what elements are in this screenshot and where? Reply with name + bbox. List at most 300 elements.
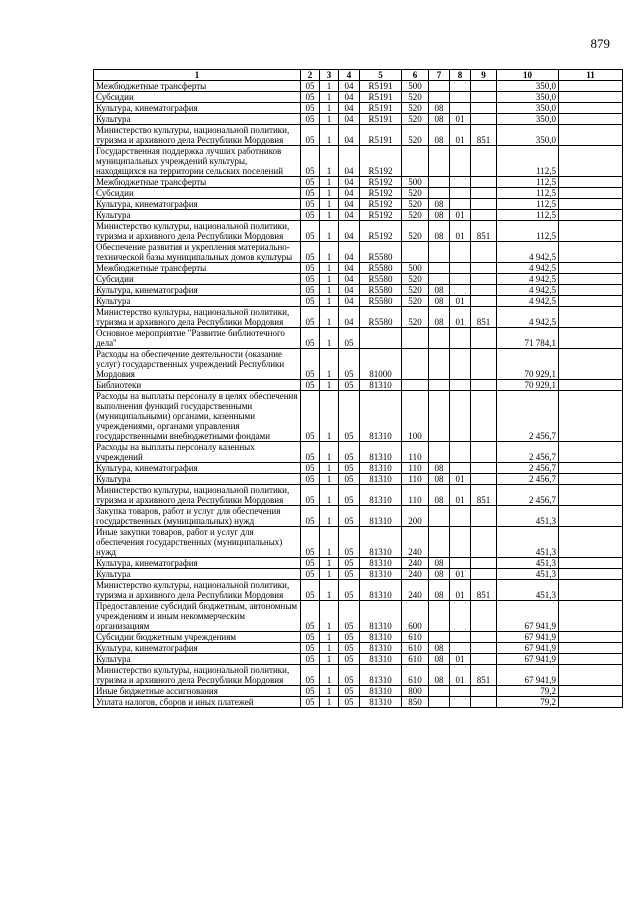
col-11-cell bbox=[559, 601, 623, 632]
col-4-cell: 04 bbox=[339, 296, 360, 307]
col-6-cell: 520 bbox=[402, 296, 429, 307]
table-row bbox=[94, 665, 623, 686]
col-10-amount-cell: 2 456,7 bbox=[497, 391, 559, 442]
column-header: 1 bbox=[94, 70, 301, 81]
col-6-cell: 200 bbox=[402, 506, 429, 527]
row-name-cell: Уплата налогов, сборов и иных платежей bbox=[94, 697, 301, 708]
col-6-cell: 240 bbox=[402, 569, 429, 580]
col-10-amount-cell: 4 942,5 bbox=[497, 242, 559, 263]
col-5-cell: R5192 bbox=[360, 188, 402, 199]
col-2-cell: 05 bbox=[301, 485, 320, 506]
column-header: 6 bbox=[402, 70, 429, 81]
col-6-cell: 100 bbox=[402, 391, 429, 442]
col-5-cell: 81310 bbox=[360, 485, 402, 506]
col-5-cell: 81310 bbox=[360, 686, 402, 697]
table-row bbox=[94, 285, 623, 296]
col-7-cell bbox=[429, 146, 450, 177]
col-7-cell: 08 bbox=[429, 114, 450, 125]
col-2-cell: 05 bbox=[301, 177, 320, 188]
col-9-cell: 851 bbox=[471, 485, 497, 506]
table-row bbox=[94, 125, 623, 146]
row-name-cell: Культура, кинематография bbox=[94, 199, 301, 210]
col-8-cell bbox=[450, 285, 471, 296]
col-6-cell: 110 bbox=[402, 485, 429, 506]
col-11-cell bbox=[559, 580, 623, 601]
col-9-cell bbox=[471, 210, 497, 221]
budget-table bbox=[93, 69, 623, 708]
col-9-cell bbox=[471, 296, 497, 307]
col-4-cell: 05 bbox=[339, 643, 360, 654]
col-11-cell bbox=[559, 125, 623, 146]
row-name-cell: Министерство культуры, национальной политики, туризма и архивного дела Республики Мордовия bbox=[94, 485, 301, 506]
col-4-cell: 05 bbox=[339, 697, 360, 708]
table-row bbox=[94, 177, 623, 188]
col-4-cell: 05 bbox=[339, 601, 360, 632]
column-header: 8 bbox=[450, 70, 471, 81]
col-8-cell: 01 bbox=[450, 580, 471, 601]
col-11-cell bbox=[559, 569, 623, 580]
col-5-cell: 81310 bbox=[360, 654, 402, 665]
column-header: 10 bbox=[497, 70, 559, 81]
col-6-cell: 520 bbox=[402, 285, 429, 296]
col-8-cell bbox=[450, 380, 471, 391]
col-2-cell: 05 bbox=[301, 391, 320, 442]
row-name-cell: Культура bbox=[94, 114, 301, 125]
col-9-cell bbox=[471, 92, 497, 103]
col-9-cell bbox=[471, 527, 497, 558]
col-7-cell bbox=[429, 442, 450, 463]
table-row bbox=[94, 296, 623, 307]
col-2-cell: 05 bbox=[301, 463, 320, 474]
col-2-cell: 05 bbox=[301, 285, 320, 296]
col-5-cell: 81000 bbox=[360, 349, 402, 380]
row-name-cell: Министерство культуры, национальной политики, туризма и архивного дела Республики Мордовия bbox=[94, 125, 301, 146]
col-3-cell: 1 bbox=[320, 285, 339, 296]
table-row bbox=[94, 92, 623, 103]
row-name-cell: Иные закупки товаров, работ и услуг для обеспечения государственных (муниципальных) нужд bbox=[94, 527, 301, 558]
row-name-cell: Культура, кинематография bbox=[94, 463, 301, 474]
col-10-amount-cell: 79,2 bbox=[497, 697, 559, 708]
row-name-cell: Предоставление субсидий бюджетным, автономным учреждениям и иным некоммерческим организациям bbox=[94, 601, 301, 632]
col-3-cell: 1 bbox=[320, 442, 339, 463]
row-name-cell: Министерство культуры, национальной политики, туризма и архивного дела Республики Мордовия bbox=[94, 307, 301, 328]
col-3-cell: 1 bbox=[320, 558, 339, 569]
col-11-cell bbox=[559, 527, 623, 558]
col-7-cell bbox=[429, 632, 450, 643]
col-9-cell bbox=[471, 463, 497, 474]
col-8-cell bbox=[450, 263, 471, 274]
table-row bbox=[94, 349, 623, 380]
col-10-amount-cell: 112,5 bbox=[497, 188, 559, 199]
col-2-cell: 05 bbox=[301, 569, 320, 580]
col-10-amount-cell: 451,3 bbox=[497, 527, 559, 558]
col-2-cell: 05 bbox=[301, 380, 320, 391]
col-10-amount-cell: 2 456,7 bbox=[497, 485, 559, 506]
table-row bbox=[94, 274, 623, 285]
table-row bbox=[94, 114, 623, 125]
col-10-amount-cell: 4 942,5 bbox=[497, 274, 559, 285]
col-8-cell: 01 bbox=[450, 569, 471, 580]
col-5-cell: R5192 bbox=[360, 146, 402, 177]
col-4-cell: 04 bbox=[339, 263, 360, 274]
col-3-cell: 1 bbox=[320, 391, 339, 442]
col-10-amount-cell: 71 784,1 bbox=[497, 328, 559, 349]
col-2-cell: 05 bbox=[301, 601, 320, 632]
col-6-cell: 600 bbox=[402, 601, 429, 632]
table-row bbox=[94, 199, 623, 210]
col-4-cell: 05 bbox=[339, 558, 360, 569]
col-2-cell: 05 bbox=[301, 210, 320, 221]
col-3-cell: 1 bbox=[320, 580, 339, 601]
table-row bbox=[94, 643, 623, 654]
col-6-cell: 800 bbox=[402, 686, 429, 697]
row-name-cell: Культура bbox=[94, 474, 301, 485]
col-11-cell bbox=[559, 665, 623, 686]
col-3-cell: 1 bbox=[320, 242, 339, 263]
col-7-cell: 08 bbox=[429, 569, 450, 580]
col-7-cell: 08 bbox=[429, 296, 450, 307]
col-7-cell bbox=[429, 391, 450, 442]
col-6-cell bbox=[402, 380, 429, 391]
table-row bbox=[94, 442, 623, 463]
column-header: 7 bbox=[429, 70, 450, 81]
col-3-cell: 1 bbox=[320, 221, 339, 242]
col-6-cell: 610 bbox=[402, 665, 429, 686]
col-10-amount-cell: 67 941,9 bbox=[497, 601, 559, 632]
col-9-cell bbox=[471, 328, 497, 349]
col-7-cell: 08 bbox=[429, 580, 450, 601]
table-row bbox=[94, 686, 623, 697]
table-row bbox=[94, 391, 623, 442]
col-5-cell: R5580 bbox=[360, 274, 402, 285]
col-10-amount-cell: 67 941,9 bbox=[497, 643, 559, 654]
row-name-cell: Культура, кинематография bbox=[94, 285, 301, 296]
col-5-cell: 81310 bbox=[360, 527, 402, 558]
row-name-cell: Межбюджетные трансферты bbox=[94, 177, 301, 188]
row-name-cell: Иные бюджетные ассигнования bbox=[94, 686, 301, 697]
col-7-cell bbox=[429, 274, 450, 285]
col-4-cell: 05 bbox=[339, 380, 360, 391]
col-3-cell: 1 bbox=[320, 92, 339, 103]
col-5-cell: 81310 bbox=[360, 463, 402, 474]
col-7-cell bbox=[429, 81, 450, 92]
col-6-cell: 610 bbox=[402, 643, 429, 654]
col-4-cell: 05 bbox=[339, 527, 360, 558]
col-6-cell: 610 bbox=[402, 654, 429, 665]
col-3-cell: 1 bbox=[320, 654, 339, 665]
col-2-cell: 05 bbox=[301, 527, 320, 558]
table-row bbox=[94, 307, 623, 328]
col-4-cell: 05 bbox=[339, 442, 360, 463]
col-5-cell: 81310 bbox=[360, 380, 402, 391]
col-5-cell: R5191 bbox=[360, 114, 402, 125]
col-5-cell: 81310 bbox=[360, 391, 402, 442]
row-name-cell: Субсидии bbox=[94, 274, 301, 285]
table-row bbox=[94, 328, 623, 349]
col-10-amount-cell: 79,2 bbox=[497, 686, 559, 697]
col-5-cell bbox=[360, 328, 402, 349]
col-10-amount-cell: 112,5 bbox=[497, 199, 559, 210]
col-4-cell: 04 bbox=[339, 81, 360, 92]
col-6-cell: 850 bbox=[402, 697, 429, 708]
col-9-cell bbox=[471, 103, 497, 114]
table-row bbox=[94, 146, 623, 177]
col-6-cell: 240 bbox=[402, 558, 429, 569]
col-4-cell: 04 bbox=[339, 125, 360, 146]
col-2-cell: 05 bbox=[301, 686, 320, 697]
row-name-cell: Обеспечение развития и укрепления материально-технической базы муниципальных домов культуры bbox=[94, 242, 301, 263]
col-8-cell bbox=[450, 601, 471, 632]
col-8-cell bbox=[450, 558, 471, 569]
col-6-cell bbox=[402, 242, 429, 263]
col-10-amount-cell: 350,0 bbox=[497, 114, 559, 125]
row-name-cell: Субсидии bbox=[94, 188, 301, 199]
col-11-cell bbox=[559, 81, 623, 92]
col-7-cell: 08 bbox=[429, 558, 450, 569]
table-row bbox=[94, 632, 623, 643]
table-row bbox=[94, 506, 623, 527]
col-4-cell: 04 bbox=[339, 146, 360, 177]
col-2-cell: 05 bbox=[301, 188, 320, 199]
row-name-cell: Государственная поддержка лучших работников муниципальных учреждений культуры, находящихся на территории сельских поселений bbox=[94, 146, 301, 177]
table-body bbox=[94, 81, 623, 708]
col-6-cell: 520 bbox=[402, 274, 429, 285]
col-9-cell bbox=[471, 263, 497, 274]
row-name-cell: Субсидии бюджетным учреждениям bbox=[94, 632, 301, 643]
col-9-cell bbox=[471, 569, 497, 580]
col-2-cell: 05 bbox=[301, 307, 320, 328]
col-5-cell: 81310 bbox=[360, 632, 402, 643]
col-3-cell: 1 bbox=[320, 380, 339, 391]
col-10-amount-cell: 451,3 bbox=[497, 558, 559, 569]
col-6-cell: 110 bbox=[402, 474, 429, 485]
col-6-cell: 610 bbox=[402, 632, 429, 643]
col-2-cell: 05 bbox=[301, 125, 320, 146]
row-name-cell: Министерство культуры, национальной политики, туризма и архивного дела Республики Мордовия bbox=[94, 221, 301, 242]
col-2-cell: 05 bbox=[301, 665, 320, 686]
table-row bbox=[94, 221, 623, 242]
col-7-cell: 08 bbox=[429, 199, 450, 210]
col-11-cell bbox=[559, 380, 623, 391]
col-4-cell: 04 bbox=[339, 285, 360, 296]
col-7-cell bbox=[429, 242, 450, 263]
col-3-cell: 1 bbox=[320, 210, 339, 221]
col-6-cell: 520 bbox=[402, 307, 429, 328]
col-11-cell bbox=[559, 463, 623, 474]
col-10-amount-cell: 451,3 bbox=[497, 569, 559, 580]
col-8-cell bbox=[450, 349, 471, 380]
col-10-amount-cell: 350,0 bbox=[497, 92, 559, 103]
col-2-cell: 05 bbox=[301, 274, 320, 285]
col-11-cell bbox=[559, 328, 623, 349]
col-3-cell: 1 bbox=[320, 527, 339, 558]
col-8-cell: 01 bbox=[450, 654, 471, 665]
col-8-cell bbox=[450, 188, 471, 199]
col-10-amount-cell: 2 456,7 bbox=[497, 442, 559, 463]
col-8-cell: 01 bbox=[450, 474, 471, 485]
col-9-cell bbox=[471, 380, 497, 391]
col-9-cell bbox=[471, 242, 497, 263]
col-6-cell bbox=[402, 146, 429, 177]
table-row bbox=[94, 485, 623, 506]
table-row bbox=[94, 463, 623, 474]
col-11-cell bbox=[559, 92, 623, 103]
col-3-cell: 1 bbox=[320, 665, 339, 686]
col-2-cell: 05 bbox=[301, 146, 320, 177]
col-10-amount-cell: 350,0 bbox=[497, 81, 559, 92]
col-3-cell: 1 bbox=[320, 601, 339, 632]
col-8-cell bbox=[450, 391, 471, 442]
col-4-cell: 05 bbox=[339, 569, 360, 580]
col-5-cell: R5580 bbox=[360, 263, 402, 274]
col-9-cell bbox=[471, 686, 497, 697]
col-9-cell bbox=[471, 474, 497, 485]
col-6-cell: 520 bbox=[402, 210, 429, 221]
col-2-cell: 05 bbox=[301, 506, 320, 527]
col-2-cell: 05 bbox=[301, 697, 320, 708]
row-name-cell: Библиотеки bbox=[94, 380, 301, 391]
col-9-cell bbox=[471, 114, 497, 125]
row-name-cell: Культура, кинематография bbox=[94, 558, 301, 569]
col-8-cell bbox=[450, 103, 471, 114]
col-4-cell: 05 bbox=[339, 463, 360, 474]
col-9-cell: 851 bbox=[471, 125, 497, 146]
col-10-amount-cell: 451,3 bbox=[497, 580, 559, 601]
col-4-cell: 04 bbox=[339, 103, 360, 114]
col-5-cell: R5191 bbox=[360, 92, 402, 103]
col-8-cell bbox=[450, 632, 471, 643]
col-2-cell: 05 bbox=[301, 242, 320, 263]
column-header: 4 bbox=[339, 70, 360, 81]
row-name-cell: Культура bbox=[94, 569, 301, 580]
col-9-cell bbox=[471, 274, 497, 285]
col-3-cell: 1 bbox=[320, 103, 339, 114]
col-3-cell: 1 bbox=[320, 463, 339, 474]
col-9-cell bbox=[471, 188, 497, 199]
col-4-cell: 05 bbox=[339, 580, 360, 601]
col-7-cell: 08 bbox=[429, 221, 450, 242]
col-10-amount-cell: 451,3 bbox=[497, 506, 559, 527]
col-11-cell bbox=[559, 263, 623, 274]
table-row bbox=[94, 654, 623, 665]
col-7-cell bbox=[429, 506, 450, 527]
col-7-cell: 08 bbox=[429, 103, 450, 114]
col-10-amount-cell: 112,5 bbox=[497, 221, 559, 242]
col-10-amount-cell: 2 456,7 bbox=[497, 474, 559, 485]
col-11-cell bbox=[559, 391, 623, 442]
col-10-amount-cell: 4 942,5 bbox=[497, 296, 559, 307]
col-6-cell: 110 bbox=[402, 463, 429, 474]
col-8-cell bbox=[450, 328, 471, 349]
col-5-cell: R5580 bbox=[360, 285, 402, 296]
row-name-cell: Расходы на выплаты персоналу казенных учреждений bbox=[94, 442, 301, 463]
table-row bbox=[94, 81, 623, 92]
col-3-cell: 1 bbox=[320, 177, 339, 188]
col-9-cell bbox=[471, 146, 497, 177]
col-4-cell: 05 bbox=[339, 474, 360, 485]
col-9-cell bbox=[471, 506, 497, 527]
col-7-cell bbox=[429, 188, 450, 199]
col-9-cell bbox=[471, 654, 497, 665]
row-name-cell: Закупка товаров, работ и услуг для обеспечения государственных (муниципальных) нужд bbox=[94, 506, 301, 527]
col-5-cell: R5192 bbox=[360, 177, 402, 188]
col-8-cell: 01 bbox=[450, 114, 471, 125]
row-name-cell: Культура, кинематография bbox=[94, 643, 301, 654]
col-2-cell: 05 bbox=[301, 263, 320, 274]
col-4-cell: 05 bbox=[339, 485, 360, 506]
col-3-cell: 1 bbox=[320, 296, 339, 307]
col-8-cell bbox=[450, 527, 471, 558]
col-8-cell: 01 bbox=[450, 665, 471, 686]
col-2-cell: 05 bbox=[301, 349, 320, 380]
col-5-cell: R5192 bbox=[360, 199, 402, 210]
col-11-cell bbox=[559, 558, 623, 569]
col-3-cell: 1 bbox=[320, 188, 339, 199]
col-11-cell bbox=[559, 188, 623, 199]
col-8-cell bbox=[450, 686, 471, 697]
col-7-cell: 08 bbox=[429, 210, 450, 221]
col-3-cell: 1 bbox=[320, 274, 339, 285]
col-11-cell bbox=[559, 632, 623, 643]
column-header: 9 bbox=[471, 70, 497, 81]
table-row bbox=[94, 580, 623, 601]
col-2-cell: 05 bbox=[301, 81, 320, 92]
col-7-cell: 08 bbox=[429, 643, 450, 654]
col-3-cell: 1 bbox=[320, 569, 339, 580]
col-8-cell bbox=[450, 199, 471, 210]
col-4-cell: 04 bbox=[339, 274, 360, 285]
col-4-cell: 05 bbox=[339, 391, 360, 442]
col-7-cell bbox=[429, 380, 450, 391]
col-9-cell bbox=[471, 643, 497, 654]
col-2-cell: 05 bbox=[301, 103, 320, 114]
col-10-amount-cell: 67 941,9 bbox=[497, 654, 559, 665]
table-row bbox=[94, 527, 623, 558]
col-7-cell bbox=[429, 697, 450, 708]
col-6-cell bbox=[402, 349, 429, 380]
col-9-cell: 851 bbox=[471, 221, 497, 242]
col-8-cell bbox=[450, 506, 471, 527]
table-row bbox=[94, 474, 623, 485]
col-8-cell bbox=[450, 643, 471, 654]
col-4-cell: 05 bbox=[339, 349, 360, 380]
col-6-cell: 500 bbox=[402, 177, 429, 188]
col-5-cell: R5192 bbox=[360, 221, 402, 242]
col-4-cell: 04 bbox=[339, 307, 360, 328]
col-8-cell bbox=[450, 177, 471, 188]
col-2-cell: 05 bbox=[301, 221, 320, 242]
col-8-cell: 01 bbox=[450, 485, 471, 506]
col-9-cell bbox=[471, 601, 497, 632]
col-4-cell: 05 bbox=[339, 632, 360, 643]
col-7-cell: 08 bbox=[429, 285, 450, 296]
col-11-cell bbox=[559, 686, 623, 697]
col-10-amount-cell: 2 456,7 bbox=[497, 463, 559, 474]
col-9-cell bbox=[471, 391, 497, 442]
col-9-cell bbox=[471, 442, 497, 463]
col-2-cell: 05 bbox=[301, 328, 320, 349]
table-row bbox=[94, 380, 623, 391]
col-4-cell: 04 bbox=[339, 221, 360, 242]
col-10-amount-cell: 67 941,9 bbox=[497, 632, 559, 643]
col-3-cell: 1 bbox=[320, 686, 339, 697]
col-9-cell bbox=[471, 632, 497, 643]
col-5-cell: R5191 bbox=[360, 103, 402, 114]
col-8-cell bbox=[450, 697, 471, 708]
table-row bbox=[94, 558, 623, 569]
col-3-cell: 1 bbox=[320, 81, 339, 92]
col-3-cell: 1 bbox=[320, 474, 339, 485]
